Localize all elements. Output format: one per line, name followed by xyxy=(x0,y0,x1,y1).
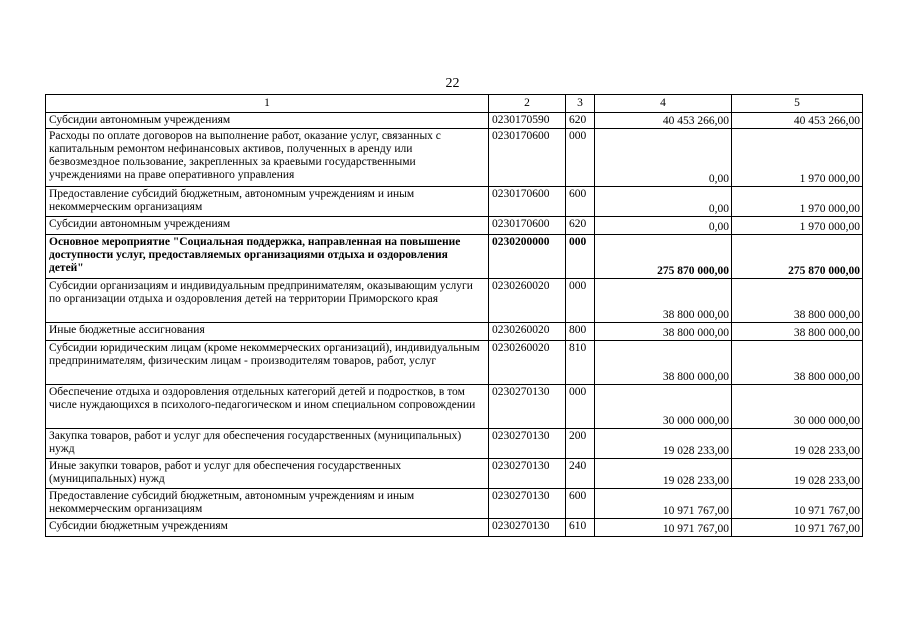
row-amount-col4: 38 800 000,00 xyxy=(595,323,732,341)
row-vr-cell: 610 xyxy=(566,519,595,537)
header-col-5: 5 xyxy=(732,95,863,113)
page-number: 22 xyxy=(445,76,460,91)
row-name-cell: Иные закупки товаров, работ и услуг для обеспечения государственных (муниципальных) нужд xyxy=(46,459,489,489)
row-vr-cell: 200 xyxy=(566,429,595,459)
row-code-cell: 0230200000 xyxy=(489,235,566,279)
row-amount-col5: 19 028 233,00 xyxy=(732,459,863,489)
row-amount-col4: 19 028 233,00 xyxy=(595,429,732,459)
header-col-3: 3 xyxy=(566,95,595,113)
table-row xyxy=(46,341,863,385)
row-amount-col5: 1 970 000,00 xyxy=(732,217,863,235)
row-amount-col5: 1 970 000,00 xyxy=(732,187,863,217)
row-vr-cell: 600 xyxy=(566,187,595,217)
row-code-cell: 0230270130 xyxy=(489,519,566,537)
row-code-cell: 0230260020 xyxy=(489,341,566,385)
row-name-cell: Закупка товаров, работ и услуг для обеспечения государственных (муниципальных) нужд xyxy=(46,429,489,459)
row-code-cell: 0230170600 xyxy=(489,217,566,235)
row-vr-cell: 000 xyxy=(566,235,595,279)
row-amount-col5: 38 800 000,00 xyxy=(732,279,863,323)
table-row xyxy=(46,217,863,235)
row-name-cell: Расходы по оплате договоров на выполнение работ, оказание услуг, связанных с капитальным ремонтом нефинансовых активов, полученных в аренду или безвозмездное пользование, закрепленных за краевыми государственными учреждениями на праве оперативного управления xyxy=(46,129,489,187)
row-amount-col5: 40 453 266,00 xyxy=(732,113,863,129)
table-row xyxy=(46,187,863,217)
row-amount-col4: 38 800 000,00 xyxy=(595,341,732,385)
row-code-cell: 0230270130 xyxy=(489,489,566,519)
row-amount-col4: 10 971 767,00 xyxy=(595,489,732,519)
row-vr-cell: 000 xyxy=(566,129,595,187)
table-row xyxy=(46,385,863,429)
row-vr-cell: 800 xyxy=(566,323,595,341)
row-name-cell: Субсидии автономным учреждениям xyxy=(46,113,489,129)
row-amount-col5: 1 970 000,00 xyxy=(732,129,863,187)
table-row xyxy=(46,459,863,489)
table-row xyxy=(46,279,863,323)
table-row xyxy=(46,429,863,459)
row-vr-cell: 620 xyxy=(566,217,595,235)
table-row xyxy=(46,323,863,341)
row-name-cell: Субсидии юридическим лицам (кроме некоммерческих организаций), индивидуальным предпринимателям, физическим лицам - производителям товаров, работ, услуг xyxy=(46,341,489,385)
row-vr-cell: 240 xyxy=(566,459,595,489)
row-name-cell: Обеспечение отдыха и оздоровления отдельных категорий детей и подростков, в том числе нуждающихся в психолого-педагогическом и ином специальном сопровождении xyxy=(46,385,489,429)
row-amount-col4: 30 000 000,00 xyxy=(595,385,732,429)
table-row xyxy=(46,519,863,537)
row-amount-col4: 19 028 233,00 xyxy=(595,459,732,489)
row-code-cell: 0230170600 xyxy=(489,129,566,187)
row-code-cell: 0230270130 xyxy=(489,385,566,429)
row-name-cell: Основное мероприятие "Социальная поддержка, направленная на повышение доступности услуг, предоставляемых организациями отдыха и оздоровления детей" xyxy=(46,235,489,279)
header-col-4: 4 xyxy=(595,95,732,113)
row-code-cell: 0230170590 xyxy=(489,113,566,129)
header-col-2: 2 xyxy=(489,95,566,113)
row-name-cell: Предоставление субсидий бюджетным, автономным учреждениям и иным некоммерческим организациям xyxy=(46,187,489,217)
row-amount-col4: 0,00 xyxy=(595,217,732,235)
header-col-1: 1 xyxy=(46,95,489,113)
row-name-cell: Иные бюджетные ассигнования xyxy=(46,323,489,341)
budget-table xyxy=(45,94,863,537)
row-code-cell: 0230270130 xyxy=(489,459,566,489)
row-amount-col5: 19 028 233,00 xyxy=(732,429,863,459)
row-amount-col4: 275 870 000,00 xyxy=(595,235,732,279)
row-amount-col5: 38 800 000,00 xyxy=(732,323,863,341)
row-name-cell: Субсидии автономным учреждениям xyxy=(46,217,489,235)
row-amount-col5: 30 000 000,00 xyxy=(732,385,863,429)
row-amount-col4: 0,00 xyxy=(595,129,732,187)
row-amount-col5: 10 971 767,00 xyxy=(732,489,863,519)
row-vr-cell: 600 xyxy=(566,489,595,519)
row-amount-col5: 10 971 767,00 xyxy=(732,519,863,537)
row-name-cell: Субсидии организациям и индивидуальным предпринимателям, оказывающим услуги по организации отдыха и оздоровления детей на территории Приморского края xyxy=(46,279,489,323)
row-code-cell: 0230170600 xyxy=(489,187,566,217)
row-vr-cell: 000 xyxy=(566,279,595,323)
row-code-cell: 0230260020 xyxy=(489,279,566,323)
row-amount-col4: 40 453 266,00 xyxy=(595,113,732,129)
table-row xyxy=(46,129,863,187)
row-vr-cell: 000 xyxy=(566,385,595,429)
row-amount-col5: 275 870 000,00 xyxy=(732,235,863,279)
row-code-cell: 0230260020 xyxy=(489,323,566,341)
table-row xyxy=(46,235,863,279)
row-name-cell: Предоставление субсидий бюджетным, автономным учреждениям и иным некоммерческим организациям xyxy=(46,489,489,519)
row-amount-col4: 38 800 000,00 xyxy=(595,279,732,323)
row-vr-cell: 620 xyxy=(566,113,595,129)
row-vr-cell: 810 xyxy=(566,341,595,385)
row-name-cell: Субсидии бюджетным учреждениям xyxy=(46,519,489,537)
table-header-row xyxy=(46,95,863,113)
row-amount-col4: 0,00 xyxy=(595,187,732,217)
table-row xyxy=(46,489,863,519)
row-amount-col4: 10 971 767,00 xyxy=(595,519,732,537)
row-amount-col5: 38 800 000,00 xyxy=(732,341,863,385)
row-code-cell: 0230270130 xyxy=(489,429,566,459)
table-row xyxy=(46,113,863,129)
